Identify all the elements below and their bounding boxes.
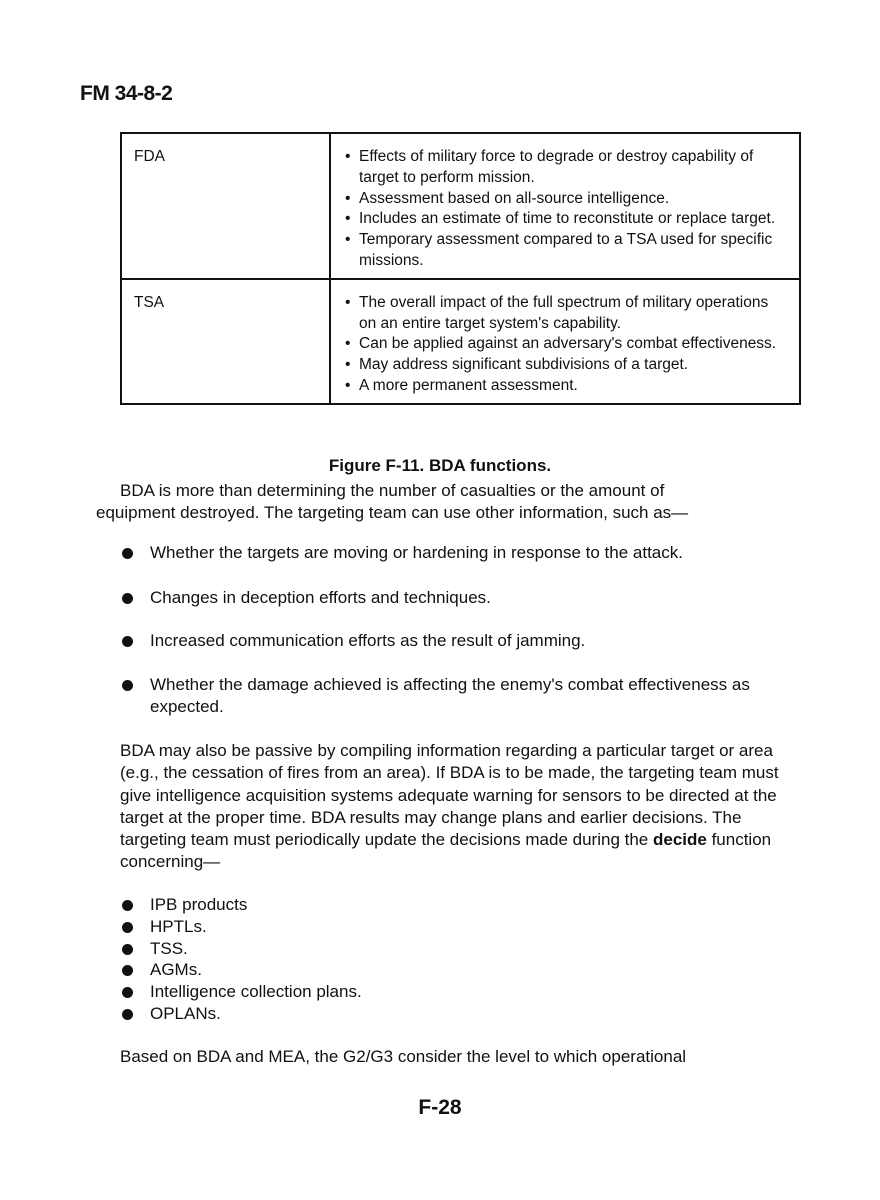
description-cell xyxy=(330,133,800,279)
list-item xyxy=(343,334,787,355)
table-row xyxy=(121,279,800,404)
bullet-icon: • xyxy=(345,293,351,311)
figure-caption: Figure F-11. BDA functions. xyxy=(328,456,552,475)
paragraph-text: function concerning— xyxy=(120,830,772,872)
paragraph-conclusion: Based on BDA and MEA, the G2/G3 consider the level to which operational xyxy=(120,1047,687,1066)
bullet-icon xyxy=(122,636,133,647)
list-item xyxy=(120,894,362,916)
bullet-icon xyxy=(122,1009,133,1020)
list-item xyxy=(343,355,787,376)
list-item-text: OPLANs. xyxy=(150,1003,221,1023)
list-item xyxy=(120,587,800,609)
paragraph-line: BDA is more than determining the number of casualties or the amount of xyxy=(120,481,665,500)
bullet-icon: • xyxy=(345,335,351,353)
bda-functions-table xyxy=(120,132,801,405)
list-item-text: Effects of military force to degrade or destroy capability of target to perform mission. xyxy=(359,148,754,186)
list-item xyxy=(343,293,787,335)
list-item xyxy=(120,916,362,938)
paragraph-passive-bda xyxy=(120,740,810,874)
bullet-icon xyxy=(122,922,133,933)
list-item xyxy=(343,209,787,230)
bullet-icon: • xyxy=(345,148,351,165)
list-item xyxy=(120,630,800,652)
description-cell xyxy=(330,279,800,404)
bullet-icon: • xyxy=(345,189,351,207)
bullet-icon xyxy=(122,965,133,976)
bullet-icon xyxy=(122,593,133,604)
term-cell: TSA xyxy=(121,279,330,404)
bold-term: decide xyxy=(652,830,707,850)
list-item-text: Assessment based on all-source intelligence. xyxy=(359,189,670,207)
list-item-text: Whether the targets are moving or hardening in response to the attack. xyxy=(150,543,683,562)
bullet-icon: • xyxy=(345,356,351,374)
list-item-text: Temporary assessment compared to a TSA used for specific missions. xyxy=(359,231,773,269)
bullet-icon xyxy=(122,680,133,691)
page-number: F-28 xyxy=(418,1096,462,1119)
list-item xyxy=(120,938,362,960)
term-cell: FDA xyxy=(121,133,330,279)
bullet-icon xyxy=(122,900,133,911)
bullet-icon: • xyxy=(345,231,351,249)
list-item-text: Can be applied against an adversary's combat effectiveness. xyxy=(359,335,777,353)
list-item-text: Whether the damage achieved is affecting the enemy's combat effectiveness as expected. xyxy=(150,675,750,716)
bullet-icon: • xyxy=(345,210,351,228)
list-item-text: A more permanent assessment. xyxy=(359,376,578,394)
list-item-text: Intelligence collection plans. xyxy=(150,982,362,1002)
list-item xyxy=(343,147,787,189)
list-item xyxy=(120,674,800,718)
bullet-icon: • xyxy=(345,376,351,394)
paragraph-text: BDA may also be passive by compiling information regarding a particular target or area (e.g., the cessation of fires from an area). If BDA is to be made, the targeting team must give intelligence acquisition systems adequate warning for sensors to be directed at the target at the proper time. BDA results may change plans and earlier decisions. The targeting team must periodically update the decisions made during the xyxy=(120,741,779,850)
list-item-text: IPB products xyxy=(150,895,248,914)
list-item-text: Includes an estimate of time to reconstitute or replace target. xyxy=(359,210,776,228)
list-item-text: May address significant subdivisions of a target. xyxy=(359,356,689,374)
list-item xyxy=(120,959,362,981)
list-item-text: Increased communication efforts as the result of jamming. xyxy=(150,631,586,650)
page-header: FM 34-8-2 xyxy=(80,82,173,105)
list-item xyxy=(343,189,787,210)
list-item xyxy=(120,1003,362,1025)
list-item-text: AGMs. xyxy=(150,960,202,980)
list-item xyxy=(120,981,362,1003)
list-item-text: TSS. xyxy=(150,938,188,958)
paragraph-intro xyxy=(96,480,796,524)
table-row xyxy=(121,133,800,279)
paragraph-line: equipment destroyed. The targeting team can use other information, such as— xyxy=(96,503,689,522)
list-item-text: The overall impact of the full spectrum of military operations on an entire target system's capability. xyxy=(359,293,769,332)
bullet-icon xyxy=(122,987,133,998)
list-item xyxy=(120,542,800,564)
list-item xyxy=(343,376,787,397)
bullet-icon xyxy=(122,944,133,955)
list-item xyxy=(343,230,787,272)
bullet-icon xyxy=(122,548,133,559)
bullet-list xyxy=(120,894,362,1025)
list-item-text: Changes in deception efforts and techniques. xyxy=(150,588,491,607)
list-item-text: HPTLs. xyxy=(150,916,207,936)
